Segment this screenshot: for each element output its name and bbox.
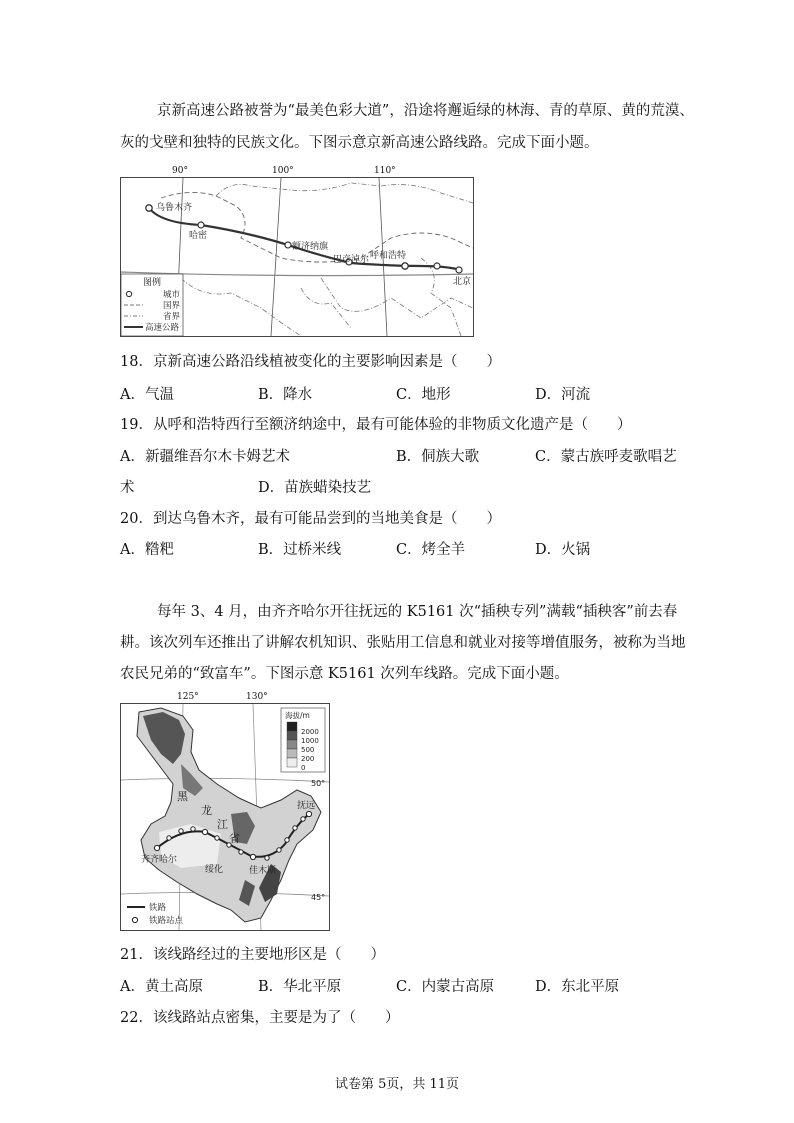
q21-option-d[interactable]: D．东北平原 [535, 979, 620, 995]
city-label: 额济纳旗 [292, 242, 329, 252]
legend-item: 城市 [163, 290, 181, 300]
q18-option-d[interactable]: D．河流 [535, 387, 591, 403]
lon-label: 90° [172, 166, 188, 176]
lat-label: 50° [311, 779, 326, 788]
q20-option-a[interactable]: A．糌粑 [120, 542, 174, 558]
passage1-line1: 京新高速公路被誉为“最美色彩大道”，沿途将邂逅绿的林海、青的草原、黄的荒漠、 [157, 103, 694, 119]
station-label: 佳木斯 [249, 866, 277, 876]
elevation-level: 200 [301, 755, 315, 763]
q20-option-b[interactable]: B．过桥米线 [258, 542, 342, 558]
legend-item: 高速公路 [145, 323, 180, 333]
station-label: 齐齐哈尔 [141, 855, 178, 865]
passage1-line2: 灰的戈壁和独特的民族文化。下图示意京新高速公路线路。完成下面小题。 [120, 135, 599, 151]
question-18: 18．京新高速公路沿线植被变化的主要影响因素是（ ） [120, 354, 501, 370]
lon-label: 110° [374, 166, 396, 176]
q19-option-b[interactable]: B．侗族大歌 [396, 449, 480, 465]
lon-label: 125° [177, 692, 199, 702]
map1-svg [121, 178, 473, 336]
q20-option-c[interactable]: C．烤全羊 [396, 542, 466, 558]
legend-item: 铁路 [149, 903, 167, 913]
q18-option-c[interactable]: C．地形 [396, 387, 451, 403]
question-20: 20．到达乌鲁木齐，最有可能品尝到的当地美食是（ ） [120, 511, 501, 527]
lon-label: 100° [272, 166, 294, 176]
province-char: 龙 [201, 804, 212, 817]
city-label: 北京 [453, 277, 472, 287]
passage2-line1: 每年 3、4 月，由齐齐哈尔开往抚远的 K5161 次“插秧专列”满载“插秧客”前去春 [157, 604, 678, 620]
q18-option-a[interactable]: A．气温 [120, 387, 174, 403]
elevation-level: 1000 [301, 737, 319, 745]
question-21: 21．该线路经过的主要地形区是（ ） [120, 947, 385, 963]
q21-option-b[interactable]: B．华北平原 [258, 979, 342, 995]
city-label: 乌鲁木齐 [156, 203, 193, 213]
q21-option-a[interactable]: A．黄土高原 [120, 979, 203, 995]
q21-option-c[interactable]: C．内蒙古高原 [396, 979, 495, 995]
q19-option-a[interactable]: A．新疆维吾尔木卡姆艺术 [120, 449, 290, 465]
legend-item: 省界 [163, 312, 181, 322]
q18-option-b[interactable]: B．降水 [258, 387, 313, 403]
passage2-line2: 耕。该次列车还推出了讲解农机知识、张贴用工信息和就业对接等增值服务，被称为当地 [120, 635, 686, 651]
province-char: 省 [229, 832, 240, 845]
city-label: 哈密 [189, 231, 208, 241]
elevation-level: 0 [301, 764, 306, 772]
map-jingxin-expressway [120, 177, 474, 337]
station-label: 抚远 [297, 801, 316, 811]
elevation-legend-title: 海拔/m [285, 711, 310, 720]
page-footer: 试卷第 5页，共 11页 [334, 1077, 460, 1092]
city-label: 巴彦淖尔 [333, 255, 370, 265]
q19-option-c[interactable]: C．蒙古族呼麦歌唱艺 [535, 449, 677, 465]
q19-option-d[interactable]: D．苗族蜡染技艺 [258, 480, 372, 496]
lon-label: 130° [246, 692, 268, 702]
legend-item: 国界 [163, 301, 181, 311]
question-19: 19．从呼和浩特西行至额济纳途中，最有可能体验的非物质文化遗产是（ ） [120, 417, 632, 433]
elevation-level: 2000 [301, 728, 319, 736]
passage2-line3: 农民兄弟的“致富车”。下图示意 K5161 次列车线路。完成下面小题。 [120, 666, 569, 682]
q20-option-d[interactable]: D．火锅 [535, 542, 591, 558]
legend-item: 铁路站点 [149, 916, 184, 926]
lat-label: 45° [311, 893, 326, 902]
elevation-level: 500 [301, 746, 315, 754]
map-k5161-railway [120, 703, 330, 931]
city-label: 呼和浩特 [370, 251, 407, 261]
station-label: 绥化 [205, 865, 224, 875]
province-char: 黑 [177, 790, 188, 803]
map2-svg [121, 704, 329, 930]
question-22: 22．该线路站点密集，主要是为了（ ） [120, 1010, 400, 1026]
q19-option-c-wrap: 术 [120, 480, 135, 496]
province-char: 江 [217, 818, 228, 831]
legend-title: 图例 [143, 278, 162, 288]
